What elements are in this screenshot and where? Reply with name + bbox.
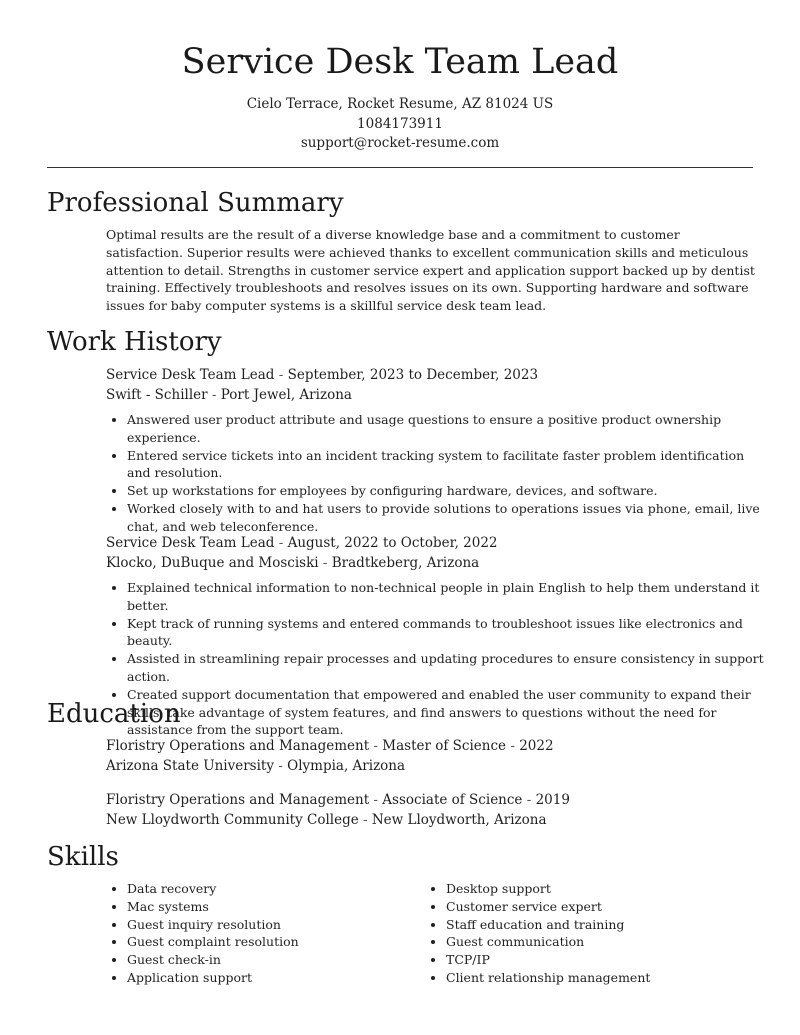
separator: -: [274, 367, 288, 383]
education-school: Arizona State University: [106, 757, 274, 774]
job-bullet: • Explained technical information to non-technical people in plain English to help them understand it better.: [127, 579, 766, 615]
education-field: Floristry Operations and Management: [106, 792, 370, 808]
job-bullet: • Set up workstations for employees by configuring hardware, devices, and software.: [127, 482, 766, 500]
education-school-line: [106, 757, 766, 777]
job-location: Bradtkeberg, Arizona: [331, 554, 480, 571]
skill-item: • Guest check-in: [127, 951, 426, 969]
email: support@rocket-resume.com: [300, 135, 500, 151]
job-bullet: • Kept track of running systems and entered commands to troubleshoot issues like electronics and beauty.: [127, 615, 766, 651]
education-location: Olympia, Arizona: [287, 757, 406, 774]
separator: -: [369, 792, 383, 808]
skill-item: • TCP/IP: [446, 951, 745, 969]
job-company-line: [106, 554, 766, 574]
job-bullet: • Entered service tickets into an incident tracking system to facilitate faster problem identification and resolution.: [127, 447, 766, 483]
education-year: 2022: [519, 738, 554, 754]
section-title-skills: Skills: [47, 842, 119, 872]
education-degree: Associate of Science: [382, 792, 523, 808]
job-bullet: • Assisted in streamlining repair processes and updating procedures to ensure consistency in support action.: [127, 650, 766, 686]
skill-item: • Desktop support: [446, 880, 745, 898]
education-entry: [106, 737, 766, 776]
skills-list: [106, 880, 426, 987]
job-company: Klocko, DuBuque and Mosciski: [106, 554, 319, 571]
job-location: Port Jewel, Arizona: [220, 386, 352, 403]
job-role: Service Desk Team Lead: [106, 535, 275, 551]
job-bullets: [106, 411, 766, 536]
job-bullet: • Created support documentation that empowered and enabled the user community to expand their skills, take advantage of system features, and find answers to questions without the need for assistance from the support team.: [127, 686, 766, 739]
skills-list: [425, 880, 745, 987]
separator: -: [207, 386, 221, 403]
job-bullet: • Worked closely with to and hat users to provide solutions to operations issues via phone, email, live chat, and web teleconference.: [127, 500, 766, 536]
skill-item: • Guest inquiry resolution: [127, 916, 426, 934]
section-title-education: Education: [47, 699, 181, 729]
job-company: Swift - Schiller: [106, 386, 208, 403]
education-year: 2019: [535, 792, 570, 808]
job-company-line: [106, 386, 766, 406]
separator: -: [369, 738, 383, 754]
education-school-line: [106, 811, 766, 831]
separator: -: [274, 535, 288, 551]
separator: -: [506, 738, 520, 754]
job-entry: [106, 534, 766, 739]
skills-column-right: [425, 880, 745, 987]
skill-item: • Guest complaint resolution: [127, 933, 426, 951]
separator: -: [318, 554, 332, 571]
job-entry: [106, 366, 766, 536]
job-bullet: • Answered user product attribute and usage questions to ensure a positive product ownership experience.: [127, 411, 766, 447]
job-title-line: [106, 366, 766, 386]
phone: 1084173911: [357, 115, 443, 132]
skill-item: • Data recovery: [127, 880, 426, 898]
header-divider: [47, 167, 753, 168]
separator: -: [358, 811, 372, 828]
summary-text: Optimal results are the result of a diverse knowledge base and a commitment to customer satisfaction. Superior results were achieved thanks to excellent communication skills and meticulous attention to detail. Strengths in customer service expert and application support backed up by dentist training. Effectively troubleshoots and resolves issues on its own. Supporting hardware and software issues for baby computer systems is a skillful service desk team lead.: [106, 227, 755, 314]
skills-column-left: [106, 880, 426, 987]
education-location: New Lloydworth, Arizona: [371, 811, 547, 828]
resume-header: [0, 0, 800, 154]
education-degree-line: [106, 737, 766, 757]
separator: -: [522, 792, 536, 808]
education-entry: [106, 791, 766, 830]
skill-item: • Staff education and training: [446, 916, 745, 934]
section-title-summary: Professional Summary: [47, 188, 344, 218]
job-title-line: [106, 534, 766, 554]
contact-info: [0, 95, 800, 154]
skill-item: • Guest communication: [446, 933, 745, 951]
candidate-name: Service Desk Team Lead: [181, 42, 619, 82]
education-degree-line: [106, 791, 766, 811]
education-school: New Lloydworth Community College: [106, 811, 359, 828]
separator: -: [273, 757, 288, 774]
skill-item: • Customer service expert: [446, 898, 745, 916]
skill-item: • Mac systems: [127, 898, 426, 916]
job-role: Service Desk Team Lead: [106, 367, 275, 383]
skill-item: • Application support: [127, 969, 426, 987]
job-dates: August, 2022 to October, 2022: [287, 535, 498, 551]
address: Cielo Terrace, Rocket Resume, AZ 81024 US: [246, 96, 554, 112]
education-field: Floristry Operations and Management: [106, 738, 370, 754]
education-degree: Master of Science: [382, 738, 507, 754]
section-title-work-history: Work History: [47, 327, 222, 357]
job-bullets: [106, 579, 766, 739]
skill-item: • Client relationship management: [446, 969, 745, 987]
job-start-date: September, 2023 to December, 2023: [287, 367, 539, 383]
